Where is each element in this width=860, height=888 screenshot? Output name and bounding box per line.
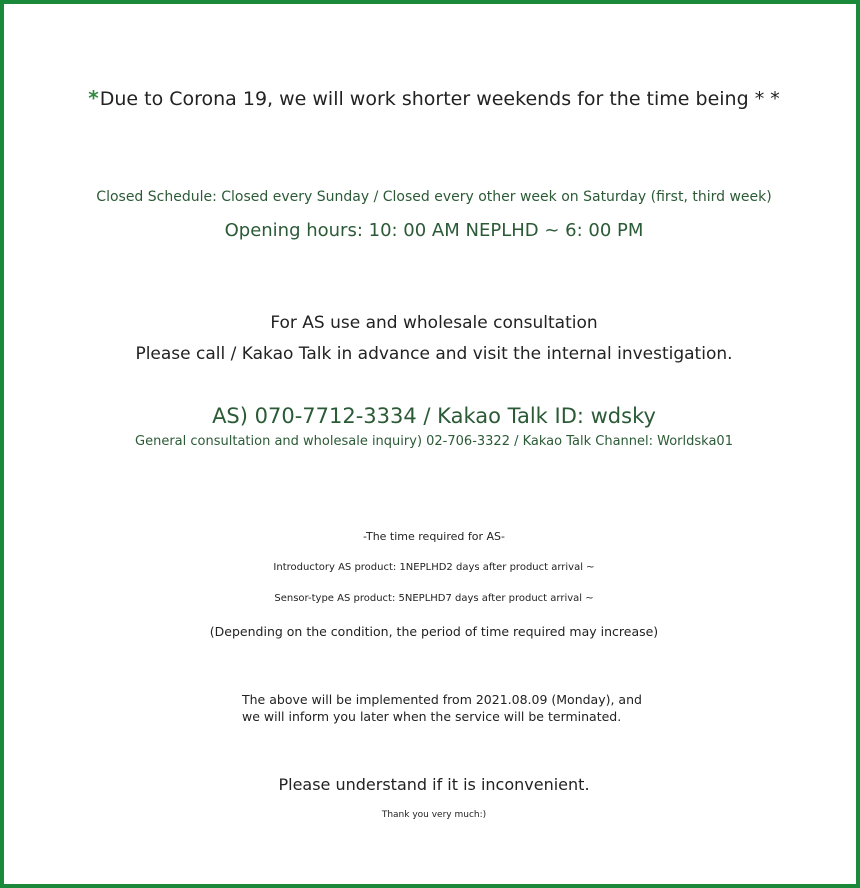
opening-hours-text: Opening hours: 10: 00 AM NEPLHD ~ 6: 00 PM xyxy=(224,220,644,241)
advance-contact-text: Please call / Kakao Talk in advance and visit the internal investigation. xyxy=(135,344,733,364)
apology-text: Please understand if it is inconvenient. xyxy=(278,775,590,794)
corona-notice-text: Due to Corona 19, we will work shorter weekends for the time being * * xyxy=(99,88,780,110)
condition-note: (Depending on the condition, the period of time required may increase) xyxy=(209,624,659,639)
sensor-product-time: Sensor-type AS product: 5NEPLHD7 days after product arrival ~ xyxy=(274,593,594,604)
implementation-notice xyxy=(242,691,642,725)
corona-notice-heading xyxy=(4,86,860,110)
consultation-heading: For AS use and wholesale consultation xyxy=(270,313,598,333)
introductory-product-time: Introductory AS product: 1NEPLHD2 days after product arrival ~ xyxy=(273,562,595,573)
time-required-title: -The time required for AS- xyxy=(363,530,505,543)
implementation-line-2: we will inform you later when the service will be terminated. xyxy=(242,709,622,724)
as-contact-text: AS) 070-7712-3334 / Kakao Talk ID: wdsky xyxy=(212,404,656,428)
star-icon: * xyxy=(88,86,99,110)
thanks-text: Thank you very much:) xyxy=(381,810,487,820)
implementation-line-1: The above will be implemented from 2021.08.09 (Monday), and xyxy=(242,692,642,707)
general-contact-text: General consultation and wholesale inquiry) 02-706-3322 / Kakao Talk Channel: Worldska01 xyxy=(135,434,733,449)
closed-schedule-text: Closed Schedule: Closed every Sunday / Closed every other week on Saturday (first, third week) xyxy=(96,189,772,205)
